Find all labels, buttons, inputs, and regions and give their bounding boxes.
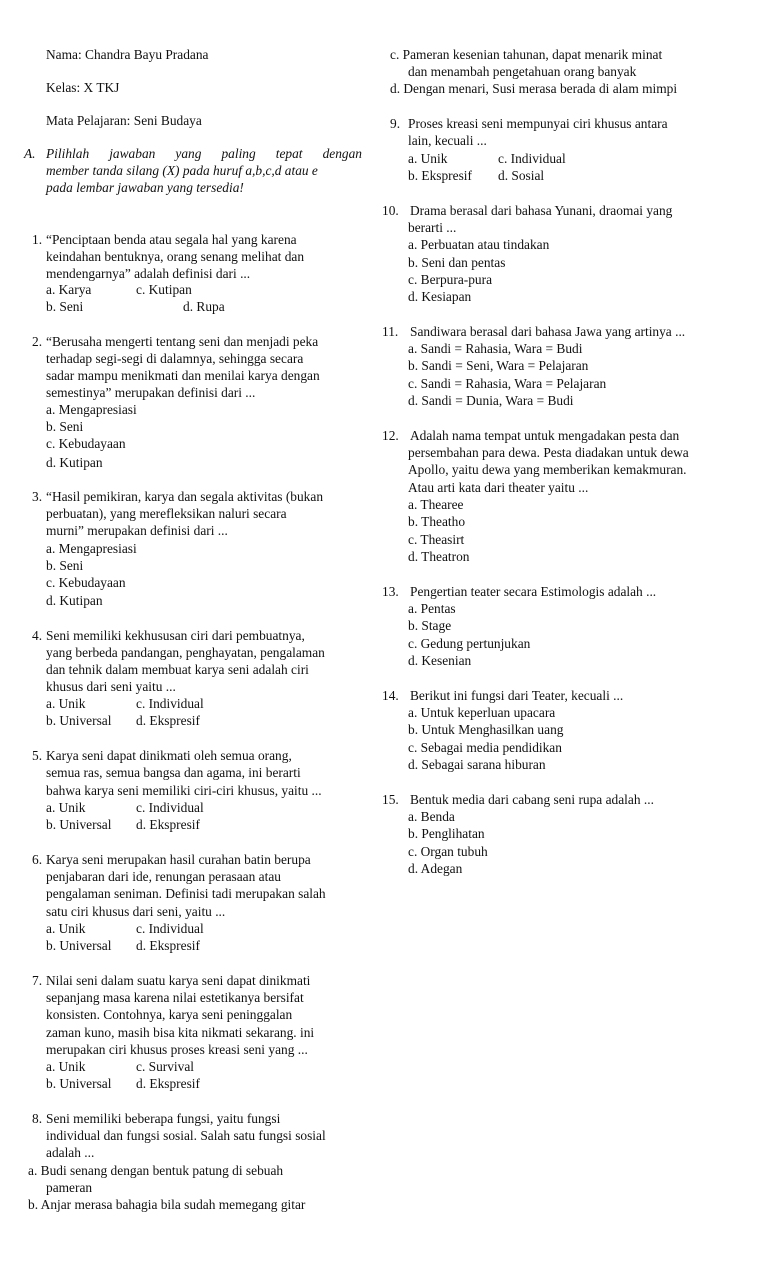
question-number: 13. [382, 584, 399, 599]
question-text: khusus dari seni yaitu ... [46, 679, 176, 694]
option-d: d. Adegan [408, 861, 463, 876]
option-b: b. Universal [46, 938, 112, 953]
option-b: b. Universal [46, 817, 112, 832]
question-text: lain, kecuali ... [408, 133, 487, 148]
option-d: d. Ekspresif [136, 938, 200, 953]
question-text: Nilai seni dalam suatu karya seni dapat dinikmati [46, 973, 311, 988]
option-a: a. Thearee [408, 497, 464, 512]
question-text: berarti ... [408, 220, 457, 235]
option-c: c. Individual [136, 921, 204, 936]
option-c: c. Sandi = Rahasia, Wara = Pelajaran [408, 376, 607, 391]
option-d: d. Dengan menari, Susi merasa berada di alam mimpi [390, 81, 678, 96]
instruction-line: Pilihlah jawaban yang paling tepat dengan [46, 146, 362, 161]
question-text: individual dan fungsi sosial. Salah satu fungsi sosial [46, 1128, 326, 1143]
option-a: a. Pentas [408, 601, 456, 616]
option-d: d. Ekspresif [136, 713, 200, 728]
option-d: d. Kutipan [46, 455, 103, 470]
question-number: 11. [382, 324, 399, 339]
question-text: dan tehnik dalam membuat karya seni adalah ciri [46, 662, 309, 677]
question-text: keindahan bentuknya, orang senang melihat dan [46, 249, 305, 264]
option-c: c. Survival [136, 1059, 195, 1074]
option-d: d. Sosial [498, 168, 545, 183]
option-d: d. Kutipan [46, 593, 103, 608]
question-text: persembahan para dewa. Pesta diadakan untuk dewa [408, 445, 689, 460]
question-text: Karya seni merupakan hasil curahan batin berupa [46, 852, 311, 867]
question-text: penjabaran dari ide, renungan perasaan atau [46, 869, 281, 884]
question-text: sadar mampu menikmati dan menilai karya dengan [46, 368, 320, 383]
question-text: semua ras, semua bangsa dan agama, ini berarti [46, 765, 301, 780]
option-b: b. Seni [46, 558, 84, 573]
question-text: zaman kuno, masih bisa kita nikmati sekarang. ini [46, 1025, 315, 1040]
option-d: d. Theatron [408, 549, 470, 564]
option-b: b. Seni [46, 299, 84, 314]
option-a: a. Unik [46, 800, 86, 815]
option-c: c. Individual [136, 696, 204, 711]
option-b: b. Penglihatan [408, 826, 485, 841]
question-number: 15. [382, 792, 399, 807]
option-d: d. Rupa [183, 299, 225, 314]
question-text: merupakan ciri khusus proses kreasi seni yang ... [46, 1042, 308, 1057]
question-number: 14. [382, 688, 399, 703]
student-name: Nama: Chandra Bayu Pradana [46, 47, 209, 62]
option-a: a. Karya [46, 282, 92, 297]
question-text: Atau arti kata dari theater yaitu ... [408, 480, 589, 495]
instruction-line: member tanda silang (X) pada huruf a,b,c,d atau e [46, 163, 318, 178]
question-text: mendengarnya” adalah definisi dari ... [46, 266, 251, 281]
option-d: d. Kesiapan [408, 289, 472, 304]
question-text: semestinya” merupakan definisi dari ... [46, 385, 256, 400]
option-b: b. Theatho [408, 514, 466, 529]
option-c: c. Individual [498, 151, 566, 166]
option-a: a. Benda [408, 809, 455, 824]
option-c: c. Theasirt [408, 532, 465, 547]
option-b: b. Universal [46, 1076, 112, 1091]
instruction-line: pada lembar jawaban yang tersedia! [46, 180, 244, 195]
option-b: b. Seni [46, 419, 84, 434]
question-text: sepanjang masa karena nilai estetikanya bersifat [46, 990, 304, 1005]
option-c: c. Organ tubuh [408, 844, 488, 859]
option-c: c. Sebagai media pendidikan [408, 740, 562, 755]
question-text: adalah ... [46, 1145, 95, 1160]
question-text: Proses kreasi seni mempunyai ciri khusus antara [408, 116, 668, 131]
question-text: murni” merupakan definisi dari ... [46, 523, 228, 538]
question-text: Apollo, yaitu dewa yang memberikan kemakmuran. [408, 462, 687, 477]
question-number: 2. [32, 334, 43, 349]
option-b: b. Untuk Menghasilkan uang [408, 722, 564, 737]
option-b: b. Seni dan pentas [408, 255, 506, 270]
question-text: Berikut ini fungsi dari Teater, kecuali ... [410, 688, 624, 703]
option-a: a. Untuk keperluan upacara [408, 705, 556, 720]
question-number: 5. [32, 748, 43, 763]
question-text: “Penciptaan benda atau segala hal yang karena [46, 232, 297, 247]
option-c-cont: dan menambah pengetahuan orang banyak [408, 64, 637, 79]
question-text: Adalah nama tempat untuk mengadakan pesta dan [410, 428, 680, 443]
question-number: 10. [382, 203, 399, 218]
option-b: b. Stage [408, 618, 452, 633]
question-text: pengalaman seniman. Definisi tadi merupakan salah [46, 886, 326, 901]
option-c: c. Berpura-pura [408, 272, 493, 287]
question-number: 12. [382, 428, 399, 443]
subject: Mata Pelajaran: Seni Budaya [46, 113, 202, 128]
option-a: a. Budi senang dengan bentuk patung di sebuah [28, 1163, 284, 1178]
option-d: d. Sandi = Dunia, Wara = Budi [408, 393, 574, 408]
option-a: a. Unik [408, 151, 448, 166]
question-text: Pengertian teater secara Estimologis adalah ... [410, 584, 657, 599]
question-text: “Berusaha mengerti tentang seni dan menjadi peka [46, 334, 319, 349]
question-text: yang berbeda pandangan, penghayatan, pengalaman [46, 645, 325, 660]
option-c: c. Kutipan [136, 282, 192, 297]
option-c: c. Kebudayaan [46, 436, 126, 451]
option-a: a. Unik [46, 1059, 86, 1074]
question-text: Sandiwara berasal dari bahasa Jawa yang artinya ... [410, 324, 686, 339]
option-d: d. Ekspresif [136, 817, 200, 832]
question-text: Seni memiliki beberapa fungsi, yaitu fungsi [46, 1111, 281, 1126]
question-number: 4. [32, 628, 43, 643]
option-a: a. Perbuatan atau tindakan [408, 237, 550, 252]
option-c: c. Kebudayaan [46, 575, 126, 590]
option-c: c. Gedung pertunjukan [408, 636, 531, 651]
option-d: d. Ekspresif [136, 1076, 200, 1091]
option-a: a. Mengapresiasi [46, 402, 137, 417]
question-number: 8. [32, 1111, 43, 1126]
option-b: b. Ekspresif [408, 168, 472, 183]
question-text: “Hasil pemikiran, karya dan segala aktivitas (bukan [46, 489, 324, 504]
question-text: Seni memiliki kekhususan ciri dari pembuatnya, [46, 628, 305, 643]
option-b: b. Sandi = Seni, Wara = Pelajaran [408, 358, 589, 373]
option-a: a. Sandi = Rahasia, Wara = Budi [408, 341, 583, 356]
question-text: Drama berasal dari bahasa Yunani, draomai yang [410, 203, 673, 218]
question-text: terhadap segi-segi di dalamnya, sehingga secara [46, 351, 304, 366]
section-label: A. [24, 146, 36, 161]
question-text: satu ciri khusus dari seni, yaitu ... [46, 904, 226, 919]
option-b: b. Universal [46, 713, 112, 728]
option-d: d. Kesenian [408, 653, 472, 668]
option-b: b. Anjar merasa bahagia bila sudah memegang gitar [28, 1197, 306, 1212]
option-c: c. Pameran kesenian tahunan, dapat menarik minat [390, 47, 663, 62]
option-a: a. Unik [46, 696, 86, 711]
question-number: 9. [390, 116, 401, 131]
student-class: Kelas: X TKJ [46, 80, 120, 95]
question-text: Karya seni dapat dinikmati oleh semua orang, [46, 748, 292, 763]
question-number: 3. [32, 489, 43, 504]
option-d: d. Sebagai sarana hiburan [408, 757, 546, 772]
option-a: a. Unik [46, 921, 86, 936]
question-text: perbuatan), yang merefleksikan naluri secara [46, 506, 287, 521]
question-number: 6. [32, 852, 43, 867]
question-text: bahwa karya seni memiliki ciri-ciri khusus, yaitu ... [46, 783, 322, 798]
option-a: a. Mengapresiasi [46, 541, 137, 556]
option-a-cont: pameran [46, 1180, 93, 1195]
question-number: 1. [32, 232, 43, 247]
question-text: konsisten. Contohnya, karya seni peninggalan [46, 1007, 293, 1022]
question-number: 7. [32, 973, 43, 988]
question-text: Bentuk media dari cabang seni rupa adalah ... [410, 792, 654, 807]
option-c: c. Individual [136, 800, 204, 815]
